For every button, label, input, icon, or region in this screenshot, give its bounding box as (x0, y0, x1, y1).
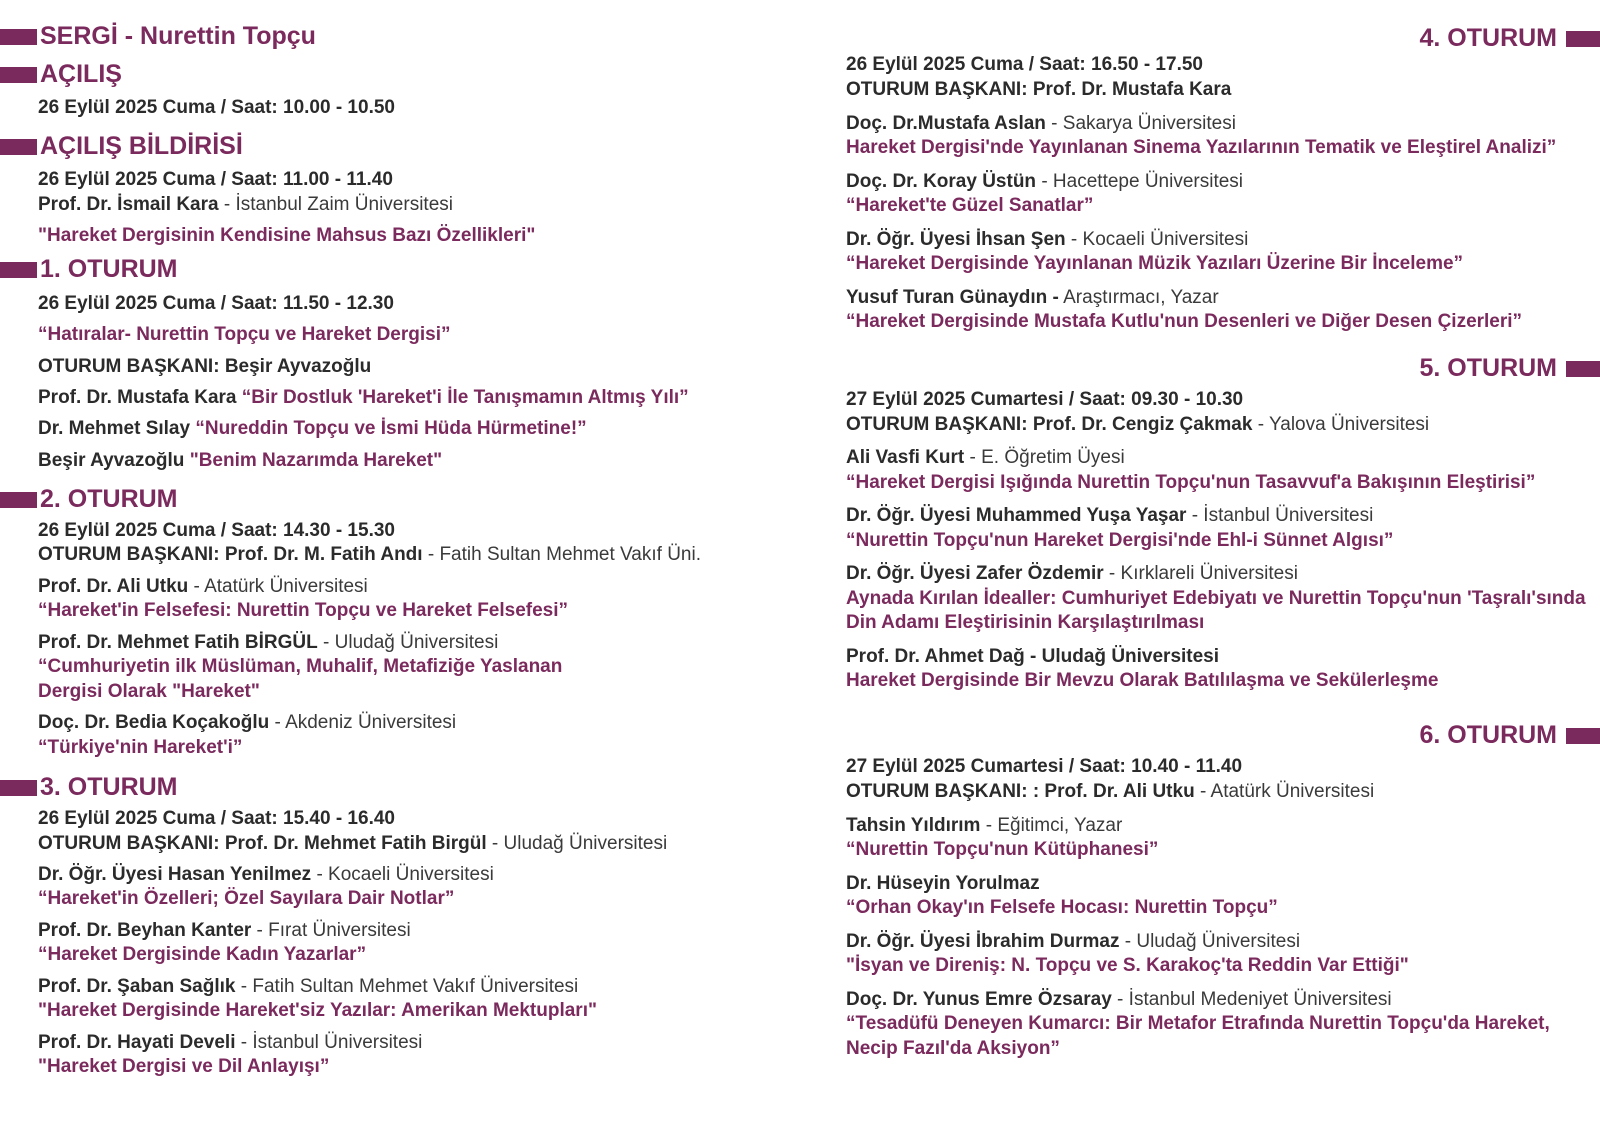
s5-talk-c-line2: Din Adamı Eleştirisinin Karşılaştırılması (846, 612, 1205, 633)
heading-title: AÇILIŞ (40, 60, 122, 88)
heading-marker (1566, 361, 1600, 377)
s2-speaker-b (38, 631, 498, 655)
s2-talk-b-line1: “Cumhuriyetin ilk Müslüman, Muhalif, Metafiziğe Yaslanan (38, 656, 563, 677)
section-heading-oturum-5 (1300, 353, 1600, 383)
speaker-name: Tahsin Yıldırım (846, 815, 981, 836)
s2-chair-line (38, 543, 701, 567)
s6-date: 27 Eylül 2025 Cumartesi / Saat: 10.40 - 11.40 (846, 756, 1243, 777)
speaker-name: Dr. Mehmet Sılay (38, 418, 191, 439)
speaker-name: Doç. Dr.Mustafa Aslan (846, 113, 1046, 134)
speaker-affiliation: - Fırat Üniversitesi (251, 920, 411, 941)
s1-talk-3 (38, 449, 442, 473)
speaker-name: Doç. Dr. Yunus Emre Özsaray (846, 989, 1112, 1010)
speaker-affiliation: - İstanbul Medeniyet Üniversitesi (1111, 989, 1392, 1010)
s3-speaker-b (38, 919, 411, 943)
s1-talk-2 (38, 417, 587, 441)
s3-talk-b: “Hareket Dergisinde Kadın Yazarlar” (38, 944, 367, 965)
s2-talk-b-line2: Dergisi Olarak "Hareket" (38, 681, 260, 702)
speaker-name: Prof. Dr. Ali Utku (38, 576, 189, 597)
s5-chair-line (846, 413, 1429, 437)
s1-chair: OTURUM BAŞKANI: Beşir Ayvazoğlu (38, 356, 372, 377)
heading-title: 1. OTURUM (40, 255, 178, 283)
speaker-affiliation: - Hacettepe Üniversitesi (1036, 171, 1244, 192)
s5-speaker-b (846, 504, 1373, 528)
speaker-affiliation: - Kocaeli Üniversitesi (311, 864, 494, 885)
s5-speaker-a (846, 446, 1125, 470)
s3-talk-d: "Hareket Dergisi ve Dil Anlayışı” (38, 1056, 330, 1077)
s4-speaker-d (846, 286, 1219, 310)
talk-title: “Nureddin Topçu ve İsmi Hüda Hürmetine!” (190, 418, 587, 439)
heading-title: AÇILIŞ BİLDİRİSİ (40, 132, 243, 160)
chair-name: OTURUM BAŞKANI: Prof. Dr. Cengiz Çakmak (846, 414, 1253, 435)
chair-affiliation: - Atatürk Üniversitesi (1194, 781, 1375, 802)
s2-talk-c: “Türkiye'nin Hareket'i” (38, 737, 243, 758)
section-heading-oturum-6 (1300, 720, 1600, 750)
acilis-date: 26 Eylül 2025 Cuma / Saat: 10.00 - 10.50 (38, 97, 395, 118)
s3-talk-c: "Hareket Dergisinde Hareket'siz Yazılar: Amerikan Mektupları" (38, 1000, 597, 1021)
speaker-name: Doç. Dr. Koray Üstün (846, 171, 1037, 192)
heading-marker (0, 262, 37, 278)
s4-speaker-b (846, 170, 1243, 194)
speaker-name: Prof. Dr. Şaban Sağlık (38, 976, 236, 997)
s6-speaker-b: Dr. Hüseyin Yorulmaz (846, 873, 1040, 894)
speaker-affiliation: - Uludağ Üniversitesi (1119, 931, 1301, 952)
s5-talk-b: “Nurettin Topçu'nun Hareket Dergisi'nde Ehl-i Sünnet Algısı” (846, 530, 1394, 551)
s5-talk-c-line1: Aynada Kırılan İdealler: Cumhuriyet Edebiyatı ve Nurettin Topçu'nun 'Taşralı'sında (846, 588, 1586, 609)
speaker-name: Prof. Dr. İsmail Kara (38, 194, 219, 215)
bildiri-date: 26 Eylül 2025 Cuma / Saat: 11.00 - 11.40 (38, 169, 393, 190)
s1-talk-1 (38, 386, 689, 410)
bildiri-speaker-line (38, 193, 453, 217)
heading-marker (0, 67, 37, 83)
s6-speaker-c (846, 930, 1300, 954)
s2-date: 26 Eylül 2025 Cuma / Saat: 14.30 - 15.30 (38, 520, 395, 541)
speaker-affiliation: - Kocaeli Üniversitesi (1065, 229, 1249, 250)
speaker-affiliation: Araştırmacı, Yazar (1058, 287, 1219, 308)
heading-title: 3. OTURUM (40, 773, 178, 801)
s4-talk-a: Hareket Dergisi'nde Yayınlanan Sinema Yazılarının Tematik ve Eleştirel Analizi” (846, 137, 1557, 158)
s4-speaker-c (846, 228, 1248, 252)
s6-talk-c: "İsyan ve Direniş: N. Topçu ve S. Karakoç'ta Reddin Var Ettiği" (846, 955, 1409, 976)
speaker-name: Beşir Ayvazoğlu (38, 450, 185, 471)
bildiri-talk-title: "Hareket Dergisinin Kendisine Mahsus Bazı Özellikleri" (38, 225, 536, 246)
speaker-name: Dr. Öğr. Üyesi İbrahim Durmaz (846, 931, 1120, 952)
heading-title: 2. OTURUM (40, 485, 178, 513)
heading-marker (0, 139, 37, 155)
s5-speaker-d: Prof. Dr. Ahmet Dağ - Uludağ Üniversitesi (846, 646, 1220, 667)
s3-speaker-d (38, 1031, 422, 1055)
s4-talk-c: “Hareket Dergisinde Yayınlanan Müzik Yazıları Üzerine Bir İnceleme” (846, 253, 1464, 274)
speaker-name: Dr. Öğr. Üyesi Zafer Özdemir (846, 563, 1104, 584)
talk-title: “Bir Dostluk 'Hareket'i İle Tanışmamın Altmış Yılı” (236, 387, 689, 408)
s1-theme: “Hatıralar- Nurettin Topçu ve Hareket Dergisi” (38, 324, 451, 345)
s4-talk-b: “Hareket'te Güzel Sanatlar” (846, 195, 1094, 216)
s6-talk-b: “Orhan Okay'ın Felsefe Hocası: Nurettin Topçu” (846, 897, 1278, 918)
s2-talk-a: “Hareket'in Felsefesi: Nurettin Topçu ve Hareket Felsefesi” (38, 600, 569, 621)
heading-title: SERGİ - Nurettin Topçu (40, 22, 316, 50)
s4-date: 26 Eylül 2025 Cuma / Saat: 16.50 - 17.50 (846, 54, 1203, 75)
chair-affiliation: - Uludağ Üniversitesi (486, 833, 668, 854)
speaker-name: Prof. Dr. Mehmet Fatih BİRGÜL (38, 632, 318, 653)
s6-speaker-a (846, 814, 1122, 838)
speaker-affiliation: - Sakarya Üniversitesi (1045, 113, 1236, 134)
speaker-name: Prof. Dr. Beyhan Kanter (38, 920, 252, 941)
s5-speaker-c (846, 562, 1298, 586)
s4-chair: OTURUM BAŞKANI: Prof. Dr. Mustafa Kara (846, 79, 1232, 100)
speaker-name: Dr. Öğr. Üyesi İhsan Şen (846, 229, 1066, 250)
section-heading-oturum-4 (1300, 23, 1600, 53)
speaker-name: Dr. Öğr. Üyesi Muhammed Yuşa Yaşar (846, 505, 1187, 526)
s6-talk-d-line2: Necip Fazıl'da Aksiyon” (846, 1038, 1060, 1059)
heading-title: 6. OTURUM (1419, 721, 1557, 749)
s3-chair-line (38, 832, 667, 856)
speaker-affiliation: - İstanbul Üniversitesi (235, 1032, 423, 1053)
speaker-name: Doç. Dr. Bedia Koçakoğlu (38, 712, 270, 733)
speaker-name: Dr. Öğr. Üyesi Hasan Yenilmez (38, 864, 312, 885)
heading-marker (0, 492, 37, 508)
s3-date: 26 Eylül 2025 Cuma / Saat: 15.40 - 16.40 (38, 808, 395, 829)
speaker-affiliation: - Kırklareli Üniversitesi (1103, 563, 1298, 584)
chair-affiliation: - Yalova Üniversitesi (1252, 414, 1430, 435)
speaker-name: Prof. Dr. Hayati Develi (38, 1032, 236, 1053)
s2-speaker-c (38, 711, 456, 735)
speaker-affiliation: - Uludağ Üniversitesi (317, 632, 499, 653)
s5-talk-d: Hareket Dergisinde Bir Mevzu Olarak Batılılaşma ve Sekülerleşme (846, 670, 1439, 691)
s5-talk-a: “Hareket Dergisi Işığında Nurettin Topçu'nun Tasavvuf'a Bakışının Eleştirisi” (846, 472, 1536, 493)
speaker-affiliation: - E. Öğretim Üyesi (964, 447, 1125, 468)
speaker-affiliation: - İstanbul Zaim Üniversitesi (218, 194, 453, 215)
s4-speaker-a (846, 112, 1236, 136)
speaker-affiliation: - Fatih Sultan Mehmet Vakıf Üniversitesi (235, 976, 579, 997)
chair-name: OTURUM BAŞKANI: Prof. Dr. M. Fatih Andı (38, 544, 423, 565)
talk-title: "Benim Nazarımda Hareket" (184, 450, 443, 471)
speaker-affiliation: - İstanbul Üniversitesi (1186, 505, 1374, 526)
speaker-affiliation: - Akdeniz Üniversitesi (269, 712, 457, 733)
s4-talk-d: “Hareket Dergisinde Mustafa Kutlu'nun Desenleri ve Diğer Desen Çizerleri” (846, 311, 1523, 332)
s6-talk-d-line1: “Tesadüfü Deneyen Kumarcı: Bir Metafor Etrafında Nurettin Topçu'da Hareket, (846, 1013, 1550, 1034)
s6-talk-a: “Nurettin Topçu'nun Kütüphanesi” (846, 839, 1159, 860)
heading-marker (1566, 728, 1600, 744)
heading-title: 4. OTURUM (1419, 24, 1557, 52)
heading-marker (1566, 31, 1600, 47)
s5-date: 27 Eylül 2025 Cumartesi / Saat: 09.30 - 10.30 (846, 389, 1244, 410)
chair-affiliation: - Fatih Sultan Mehmet Vakıf Üni. (422, 544, 701, 565)
speaker-affiliation: - Eğitimci, Yazar (980, 815, 1123, 836)
s3-talk-a: “Hareket'in Özelleri; Özel Sayılara Dair Notlar” (38, 888, 455, 909)
heading-title: 5. OTURUM (1419, 354, 1557, 382)
heading-marker (0, 780, 37, 796)
speaker-name: Yusuf Turan Günaydın - (846, 287, 1059, 308)
chair-name: OTURUM BAŞKANI: Prof. Dr. Mehmet Fatih Birgül (38, 833, 487, 854)
s3-speaker-c (38, 975, 578, 999)
speaker-name: Prof. Dr. Mustafa Kara (38, 387, 237, 408)
heading-marker (0, 29, 37, 45)
chair-name: OTURUM BAŞKANI: : Prof. Dr. Ali Utku (846, 781, 1195, 802)
s2-speaker-a (38, 575, 368, 599)
s1-date: 26 Eylül 2025 Cuma / Saat: 11.50 - 12.30 (38, 293, 394, 314)
s6-chair-line (846, 780, 1374, 804)
speaker-name: Ali Vasfi Kurt (846, 447, 965, 468)
s6-speaker-d (846, 988, 1392, 1012)
s3-speaker-a (38, 863, 494, 887)
speaker-affiliation: - Atatürk Üniversitesi (188, 576, 368, 597)
